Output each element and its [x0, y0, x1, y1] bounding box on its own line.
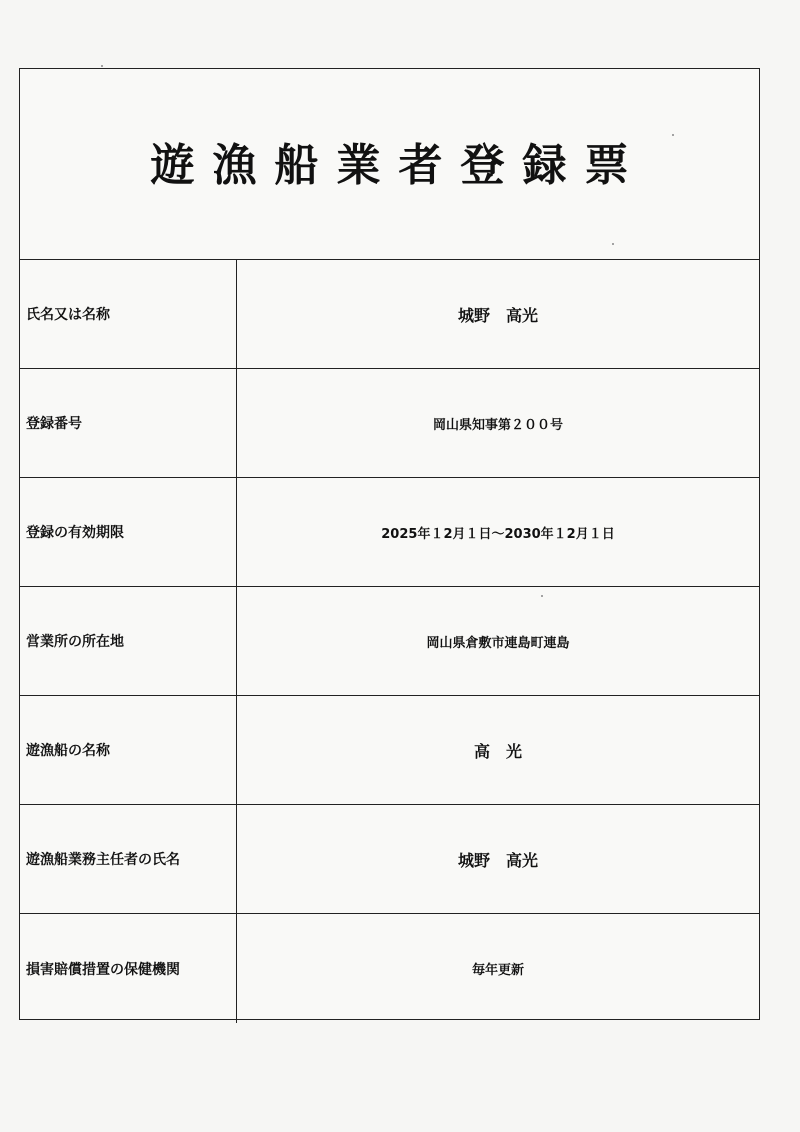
row-name	[20, 260, 759, 369]
row-registration-number	[20, 369, 759, 478]
registration-table	[20, 260, 759, 1023]
row-value: 高 光	[473, 741, 522, 761]
row-office-address	[20, 587, 759, 696]
scan-speck	[101, 65, 103, 67]
row-label: 遊漁船業務主任者の氏名	[20, 805, 237, 913]
row-value: 城野 高光	[457, 305, 538, 325]
row-label: 遊漁船の名称	[20, 696, 237, 804]
row-manager-name	[20, 805, 759, 914]
title-area	[20, 69, 759, 260]
scan-speck	[672, 134, 674, 136]
row-validity-period	[20, 478, 759, 587]
row-label: 損害賠償措置の保健機関	[20, 914, 237, 1023]
row-insurance	[20, 914, 759, 1023]
row-value: 毎年更新	[471, 963, 524, 978]
row-label: 登録の有効期限	[20, 478, 237, 586]
registration-sheet	[19, 68, 760, 1020]
row-label: 営業所の所在地	[20, 587, 237, 695]
row-value: 城野 高光	[457, 850, 538, 870]
scan-speck	[612, 243, 614, 245]
row-value: 2025年１2月１日～2030年１2月１日	[381, 526, 615, 542]
row-value: 岡山県倉敷市連島町連島	[426, 635, 570, 651]
scan-speck	[541, 595, 543, 597]
row-label: 登録番号	[20, 369, 237, 477]
row-label: 氏名又は名称	[20, 260, 237, 368]
row-value: 岡山県知事第２００号	[432, 417, 563, 433]
row-boat-name	[20, 696, 759, 805]
document-title: 遊漁船業者登録票	[150, 140, 647, 191]
